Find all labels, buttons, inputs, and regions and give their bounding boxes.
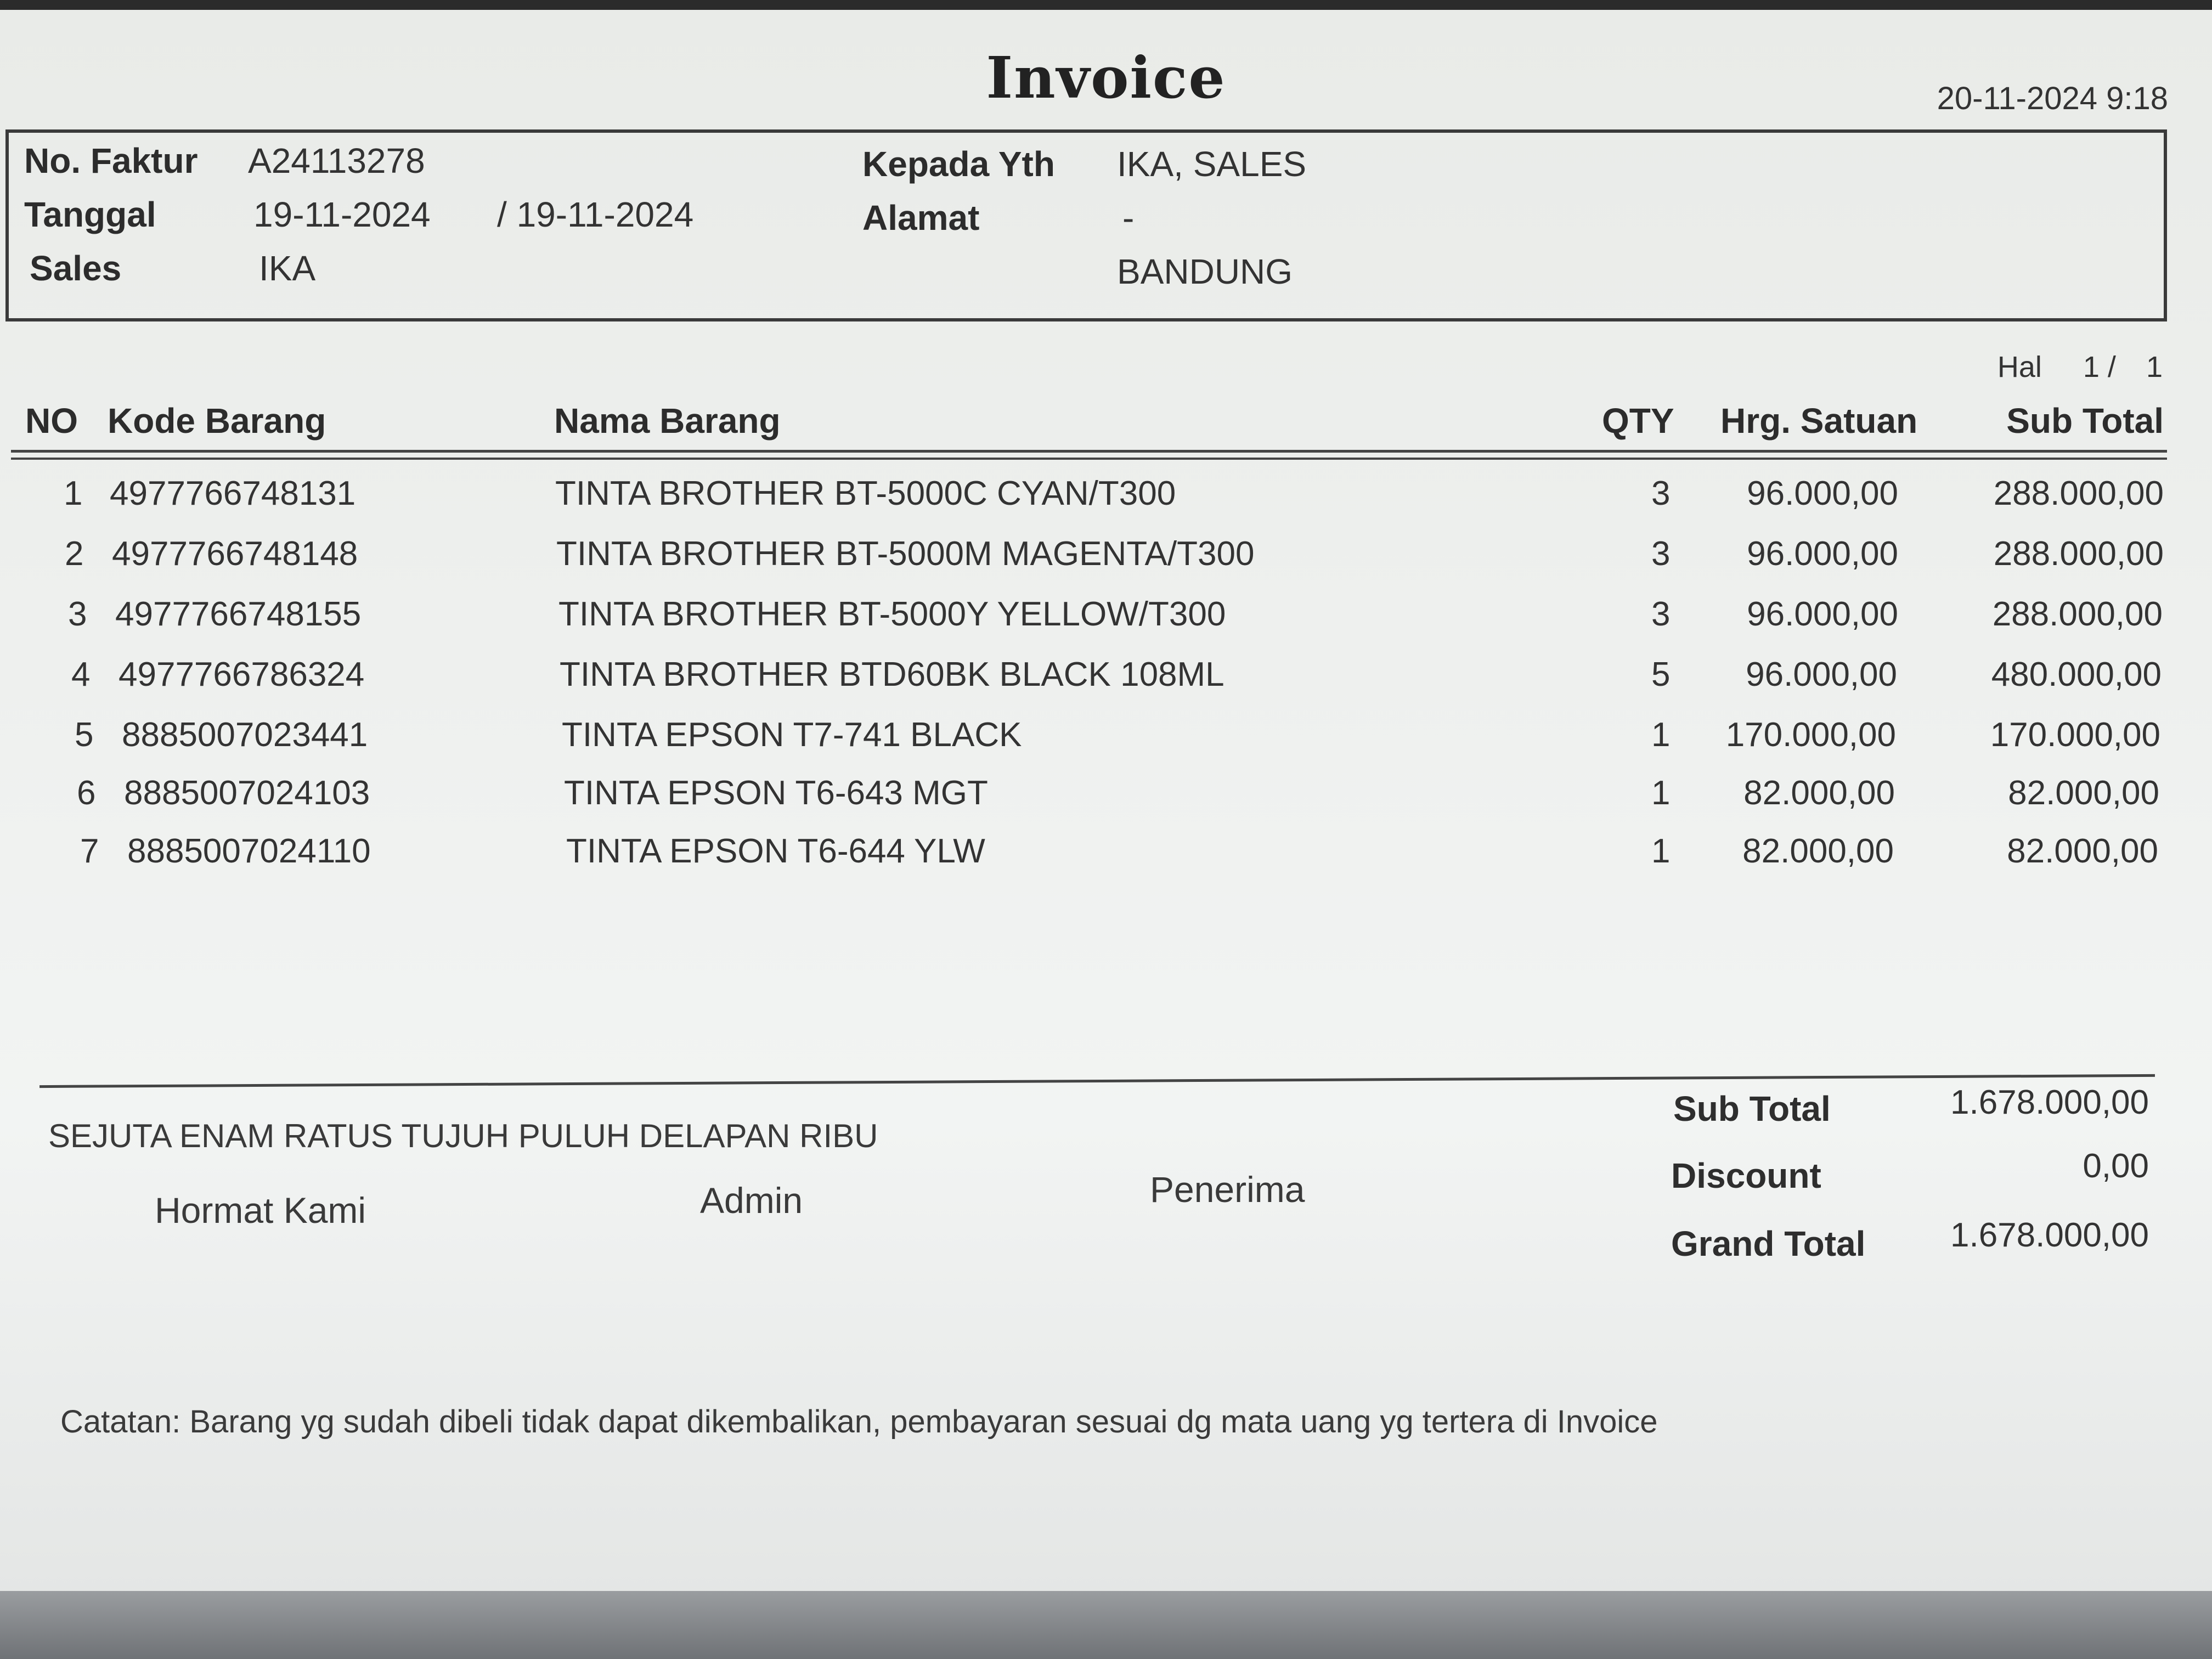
row-qty: 3 <box>1651 475 1671 512</box>
row-no: 5 <box>75 716 94 754</box>
row-harga: 82.000,00 <box>1742 832 1894 870</box>
row-no: 4 <box>71 656 91 693</box>
row-harga: 96.000,00 <box>1747 475 1898 512</box>
row-kode: 8885007024110 <box>127 832 371 870</box>
col-qty: QTY <box>1602 401 1674 441</box>
col-harga-satuan: Hrg. Satuan <box>1720 401 1918 441</box>
row-kode: 4977766748131 <box>110 475 356 512</box>
invoice-info-box <box>5 129 2167 321</box>
table-row <box>0 715 2212 770</box>
discount-label: Discount <box>1671 1156 1821 1195</box>
footer-rule <box>40 1074 2155 1088</box>
header-rule-bottom <box>11 458 2167 460</box>
row-subtotal: 288.000,00 <box>1993 535 2164 573</box>
subtotal-value: 1.678.000,00 <box>1950 1084 2149 1121</box>
table-row <box>0 474 2212 529</box>
kepada-label: Kepada Yth <box>862 144 1055 184</box>
row-no: 1 <box>64 475 83 512</box>
row-subtotal: 288.000,00 <box>1992 595 2163 633</box>
table-header <box>0 400 2212 444</box>
row-qty: 3 <box>1651 535 1671 573</box>
alamat-value: - <box>1122 198 1135 238</box>
kepada-value: IKA, SALES <box>1117 144 1307 184</box>
catatan-note: Catatan: Barang yg sudah dibeli tidak dapat dikembalikan, pembayaran sesuai dg mata uang yg tertera di Invoice <box>60 1404 1658 1440</box>
row-harga: 96.000,00 <box>1747 535 1898 573</box>
row-no: 3 <box>68 595 87 633</box>
row-no: 7 <box>80 832 99 870</box>
table-row <box>0 832 2212 887</box>
grand-total-value: 1.678.000,00 <box>1950 1216 2149 1254</box>
row-qty: 1 <box>1651 716 1671 754</box>
row-subtotal: 170.000,00 <box>1990 716 2160 754</box>
row-kode: 4977766748148 <box>112 535 358 573</box>
row-nama: TINTA EPSON T7-741 BLACK <box>562 716 1022 754</box>
grand-total-label: Grand Total <box>1671 1224 1866 1263</box>
row-harga: 170.000,00 <box>1725 716 1896 754</box>
row-nama: TINTA BROTHER BT-5000M MAGENTA/T300 <box>556 535 1255 573</box>
print-datetime: 20-11-2024 9:18 <box>1937 81 2168 116</box>
row-no: 6 <box>77 774 96 812</box>
col-no: NO <box>25 401 78 441</box>
sales-label: Sales <box>30 249 122 288</box>
hormat-kami-label: Hormat Kami <box>155 1190 366 1231</box>
table-row <box>0 595 2212 650</box>
page-total: 1 <box>2146 351 2163 383</box>
col-sub-total: Sub Total <box>2006 401 2164 441</box>
tanggal-label: Tanggal <box>24 195 156 234</box>
no-faktur-label: No. Faktur <box>24 141 198 180</box>
row-qty: 3 <box>1651 595 1671 633</box>
monitor-bezel <box>0 1591 2212 1659</box>
discount-value: 0,00 <box>2083 1147 2149 1185</box>
row-kode: 8885007024103 <box>124 774 370 812</box>
row-kode: 4977766748155 <box>115 595 362 633</box>
table-row <box>0 655 2212 710</box>
table-row <box>0 774 2212 828</box>
row-subtotal: 480.000,00 <box>1991 656 2162 693</box>
admin-label: Admin <box>700 1180 803 1221</box>
row-nama: TINTA EPSON T6-644 YLW <box>566 832 985 870</box>
row-qty: 1 <box>1651 774 1671 812</box>
row-subtotal: 288.000,00 <box>1993 475 2164 512</box>
tanggal-value-2: / 19-11-2024 <box>497 195 694 234</box>
alamat-label: Alamat <box>862 198 980 238</box>
row-kode: 8885007023441 <box>122 716 368 754</box>
terbilang-text: SEJUTA ENAM RATUS TUJUH PULUH DELAPAN RIBU <box>48 1118 878 1154</box>
no-faktur-value: A24113278 <box>248 141 425 180</box>
penerima-label: Penerima <box>1150 1169 1305 1210</box>
row-qty: 5 <box>1651 656 1671 693</box>
row-nama: TINTA BROTHER BTD60BK BLACK 108ML <box>560 656 1224 693</box>
page-indicator <box>1997 350 2163 384</box>
header-rule-top <box>11 450 2167 453</box>
subtotal-label: Sub Total <box>1673 1089 1831 1128</box>
row-subtotal: 82.000,00 <box>2007 832 2158 870</box>
row-kode: 4977766786324 <box>119 656 365 693</box>
sales-value: IKA <box>259 249 316 288</box>
kota-value: BANDUNG <box>1117 252 1293 291</box>
col-nama-barang: Nama Barang <box>554 401 781 441</box>
row-harga: 82.000,00 <box>1743 774 1895 812</box>
table-row <box>0 534 2212 589</box>
row-no: 2 <box>65 535 84 573</box>
row-nama: TINTA BROTHER BT-5000C CYAN/T300 <box>555 475 1176 512</box>
page-label: Hal <box>1997 351 2042 383</box>
row-harga: 96.000,00 <box>1746 656 1897 693</box>
page-current: 1 / <box>2083 351 2116 383</box>
invoice-title: Invoice <box>986 44 1226 111</box>
row-harga: 96.000,00 <box>1747 595 1898 633</box>
tanggal-value: 19-11-2024 <box>253 195 431 234</box>
row-nama: TINTA BROTHER BT-5000Y YELLOW/T300 <box>558 595 1226 633</box>
col-kode-barang: Kode Barang <box>108 401 326 441</box>
row-qty: 1 <box>1651 832 1671 870</box>
invoice-window <box>0 10 2212 1601</box>
row-subtotal: 82.000,00 <box>2008 774 2159 812</box>
row-nama: TINTA EPSON T6-643 MGT <box>564 774 988 812</box>
